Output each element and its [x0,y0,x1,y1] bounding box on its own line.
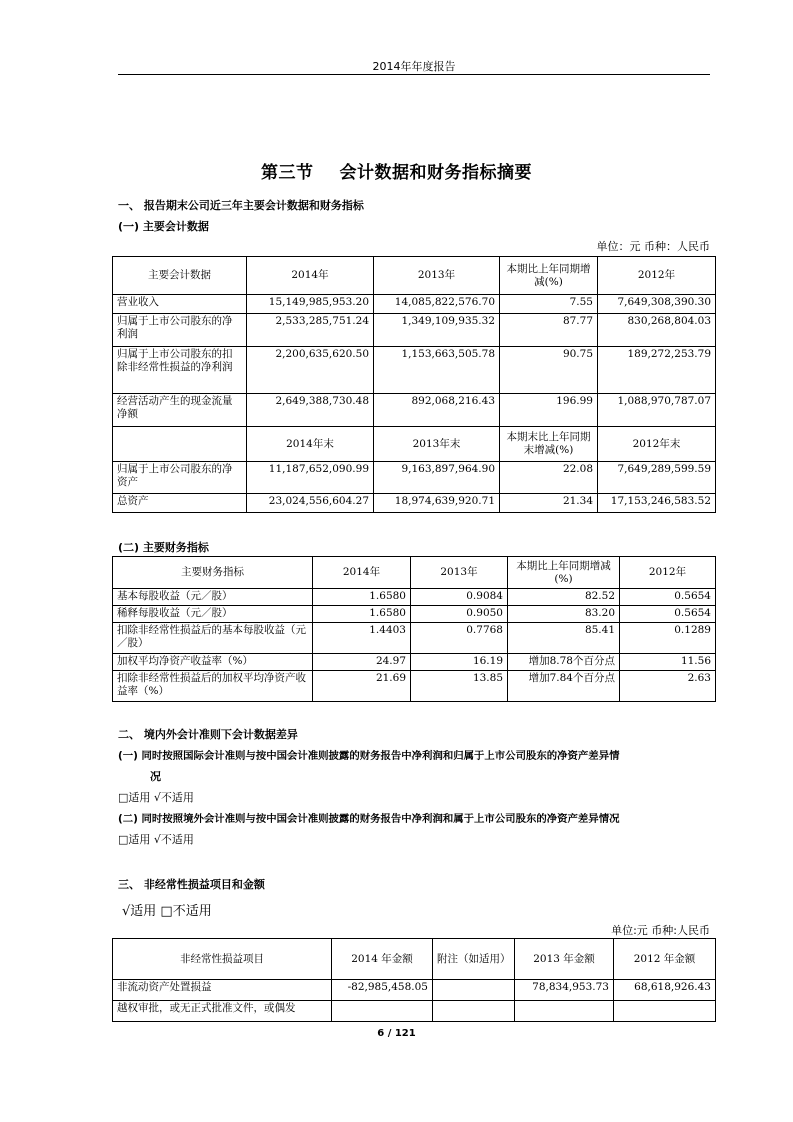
section2-heading: 二、 境内外会计准则下会计数据差异 [118,728,298,741]
table-row [113,494,716,513]
table-header-row [113,257,716,295]
accounting-data-table [112,256,716,513]
table-cell: 1.6580 [313,606,411,623]
table-cell: 83.20 [508,606,620,623]
table1-unit: 单位：元 币种：人民币 [596,240,710,253]
table-cell: 经营活动产生的现金流量净额 [113,394,247,427]
table-cell: 扣除非经常性损益后的加权平均净资产收益率（%） [113,671,313,702]
table-cell: 13.85 [411,671,508,702]
table-header-cell: 本期比上年同期增减(%) [508,557,620,589]
section2-item1-applicability: □适用 √不适用 [118,791,194,804]
table-cell: 1.6580 [313,589,411,606]
page-number: 6 / 121 [377,1028,416,1039]
table-row [113,654,716,671]
table3-unit: 单位:元 币种:人民币 [611,924,710,937]
table-cell: 归属于上市公司股东的扣除非经常性损益的净利润 [113,347,247,394]
table-row [113,394,716,427]
table-cell: 1,088,970,787.07 [598,394,716,427]
table-cell: 78,834,953.73 [515,980,614,1001]
table-row [113,589,716,606]
section2-item2: (二) 同时按照境外会计准则与按中国会计准则披露的财务报告中净利润和属于上市公司股东的净资产差异情况 [118,813,620,825]
table-cell [433,1001,515,1022]
table-cell: 7,649,308,390.30 [598,295,716,314]
table-cell: 营业收入 [113,295,247,314]
table-cell: 越权审批，或无正式批准文件，或偶发 [113,1001,332,1022]
table-header-cell: 2014年 [247,257,374,295]
table-cell [515,1001,614,1022]
table-cell: 68,618,926.43 [614,980,716,1001]
table-cell: 2,533,285,751.24 [247,314,374,347]
table-cell: 0.9050 [411,606,508,623]
table-cell: 0.5654 [620,589,716,606]
running-header: 2014年年度报告 [372,60,456,73]
table-header-cell: 主要会计数据 [113,257,247,295]
table-header-cell: 2013 年金额 [515,939,614,980]
table-header-cell: 2012 年金额 [614,939,716,980]
section-number: 第三节 [261,163,314,183]
table-cell: 1,153,663,505.78 [374,347,500,394]
section3-heading: 三、 非经常性损益项目和金额 [118,878,265,891]
table-header-cell: 附注（如适用） [433,939,515,980]
table-cell: 0.1289 [620,623,716,654]
table-cell: 2,200,635,620.50 [247,347,374,394]
table-cell: 增加7.84个百分点 [508,671,620,702]
table-cell: 24.97 [313,654,411,671]
table-row [113,606,716,623]
table-cell: 总资产 [113,494,247,513]
section2-item1-line2: 况 [150,770,161,783]
table-cell: -82,985,458.05 [332,980,433,1001]
section-name: 会计数据和财务指标摘要 [339,163,532,183]
table-header-cell: 本期比上年同期增减(%) [500,257,598,295]
table-cell: 14,085,822,576.70 [374,295,500,314]
table-header-row [113,557,716,589]
section3-applicability: √适用 □不适用 [122,904,212,919]
table-cell [614,1001,716,1022]
table-row [113,347,716,394]
table-header-cell: 2012年末 [598,427,716,462]
table-row [113,314,716,347]
table-cell: 2.63 [620,671,716,702]
table-cell: 1,349,109,935.32 [374,314,500,347]
table-row [113,623,716,654]
table-cell: 189,272,253.79 [598,347,716,394]
table-cell: 2,649,388,730.48 [247,394,374,427]
table-cell: 扣除非经常性损益后的基本每股收益（元／股） [113,623,313,654]
table-cell: 加权平均净资产收益率（%） [113,654,313,671]
table-header-cell: 2013年末 [374,427,500,462]
table-cell: 9,163,897,964.90 [374,462,500,494]
table-cell [433,980,515,1001]
table-cell: 0.7768 [411,623,508,654]
table-cell: 23,024,556,604.27 [247,494,374,513]
table-header-cell: 2012年 [620,557,716,589]
section1-heading: 一、 报告期末公司近三年主要会计数据和财务指标 [118,199,364,212]
table-row [113,462,716,494]
table-cell: 830,268,804.03 [598,314,716,347]
table-header-row [113,939,716,980]
header-rule [118,74,710,75]
table-cell: 11,187,652,090.99 [247,462,374,494]
table-cell: 16.19 [411,654,508,671]
table-header-cell: 本期末比上年同期末增减(%) [500,427,598,462]
table-cell: 82.52 [508,589,620,606]
page-title [0,158,793,183]
table-cell: 85.41 [508,623,620,654]
table-row [113,671,716,702]
table-cell: 增加8.78个百分点 [508,654,620,671]
non-recurring-items-table [112,938,716,1022]
table-header-cell [113,427,247,462]
subsection-accounting-data: (一) 主要会计数据 [118,220,209,233]
table-cell: 11.56 [620,654,716,671]
subsection-financial-indicators: (二) 主要财务指标 [118,541,209,554]
table-row [113,295,716,314]
table-cell: 17,153,246,583.52 [598,494,716,513]
table-row [113,1001,716,1022]
table-cell: 892,068,216.43 [374,394,500,427]
table-cell: 归属于上市公司股东的净资产 [113,462,247,494]
table-cell: 0.9084 [411,589,508,606]
table-cell: 15,149,985,953.20 [247,295,374,314]
table-cell: 90.75 [500,347,598,394]
table-header-cell: 2014年末 [247,427,374,462]
table-cell: 非流动资产处置损益 [113,980,332,1001]
table-cell: 稀释每股收益（元／股） [113,606,313,623]
table-header-cell: 主要财务指标 [113,557,313,589]
table-cell: 1.4403 [313,623,411,654]
table-cell: 7.55 [500,295,598,314]
table-cell: 基本每股收益（元／股） [113,589,313,606]
table-cell [332,1001,433,1022]
table-header-cell: 2012年 [598,257,716,295]
table-cell: 21.69 [313,671,411,702]
table-cell: 7,649,289,599.59 [598,462,716,494]
table-header-cell: 2013年 [374,257,500,295]
table-row [113,980,716,1001]
table-cell: 87.77 [500,314,598,347]
table-cell: 归属于上市公司股东的净利润 [113,314,247,347]
section2-item2-applicability: □适用 √不适用 [118,833,194,846]
table-cell: 18,974,639,920.71 [374,494,500,513]
financial-indicators-table [112,556,716,702]
table-header-row [113,427,716,462]
table-cell: 22.08 [500,462,598,494]
table-header-cell: 2013年 [411,557,508,589]
table-cell: 21.34 [500,494,598,513]
table-header-cell: 2014 年金额 [332,939,433,980]
table-cell: 196.99 [500,394,598,427]
section2-item1-line1: (一) 同时按照国际会计准则与按中国会计准则披露的财务报告中净利润和归属于上市公司股东的净资产差异情 [118,750,620,762]
table-header-cell: 2014年 [313,557,411,589]
table-cell: 0.5654 [620,606,716,623]
table-header-cell: 非经常性损益项目 [113,939,332,980]
